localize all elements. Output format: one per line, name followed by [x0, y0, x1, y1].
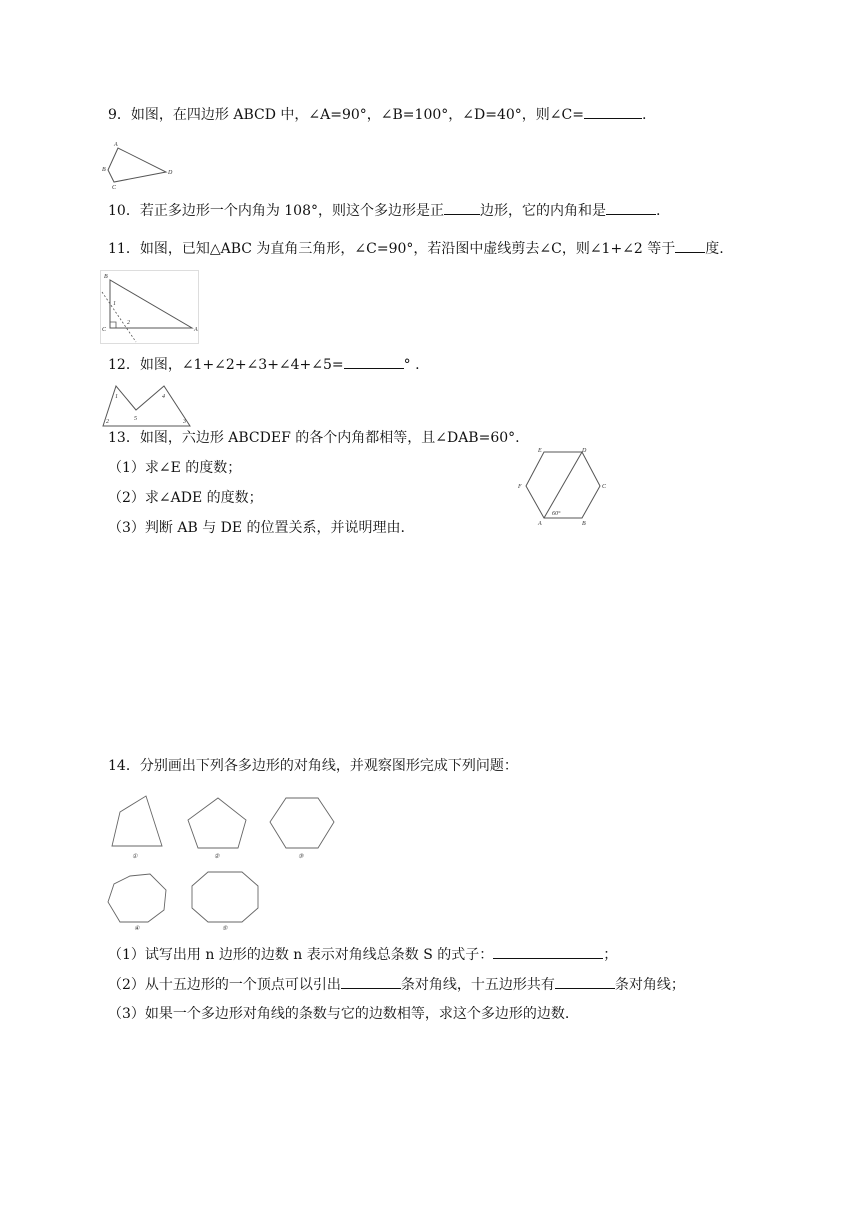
- q11-answer-blank[interactable]: [675, 238, 705, 253]
- question-14-part-2: [108, 974, 685, 995]
- q12-label-2: 2: [106, 419, 109, 425]
- q12-text: 12．如图，∠1+∠2+∠3+∠4+∠5=: [108, 357, 344, 373]
- q14-part-2-text-a: （2）从十五边形的一个顶点可以引出: [108, 977, 341, 993]
- q14-polygon-figures: [100, 790, 340, 930]
- q9-label-b: B: [102, 167, 106, 173]
- q14-caption-2: ②: [214, 854, 220, 860]
- q12-end: ° .: [403, 357, 420, 373]
- question-14-part-3: （3）如果一个多边形对角线的条数与它的边数相等，求这个多边形的边数.: [108, 1006, 570, 1022]
- q14-part-2-text-b: 条对角线，十五边形共有: [400, 977, 555, 993]
- q12-label-3: 3: [183, 419, 186, 425]
- q10-text-2: 边形，它的内角和是: [480, 203, 606, 219]
- q10-blank-2[interactable]: [606, 200, 656, 215]
- q13-label-f: F: [518, 484, 522, 490]
- q13-label-c: C: [602, 484, 607, 490]
- q11-text: 11．如图，已知△ABC 为直角三角形，∠C=90°，若沿图中虚线剪去∠C，则∠1+∠2 等于: [108, 241, 676, 257]
- q9-text: 9．如图，在四边形 ABCD 中，∠A=90°，∠B=100°，∠D=40°，则∠C=: [108, 107, 584, 123]
- q14-caption-5: ⑤: [222, 926, 228, 930]
- question-14-title: 14．分别画出下列各多边形的对角线，并观察图形完成下列问题：: [108, 758, 518, 774]
- q9-label-c: C: [112, 185, 117, 190]
- q14-part-2-blank-1[interactable]: [341, 974, 401, 989]
- question-14-part-1: [108, 944, 617, 965]
- q11-end: 度.: [705, 241, 724, 257]
- q12-polygon-figure: [100, 380, 194, 430]
- q9-end: .: [641, 107, 647, 123]
- q14-heptagon: [108, 874, 166, 922]
- q9-quadrilateral-figure: [100, 138, 175, 190]
- question-13-part-2: （2）求∠ADE 的度数；: [108, 490, 263, 506]
- q14-part-1-end: ；: [603, 947, 618, 963]
- q12-label-5: 5: [134, 416, 137, 422]
- q14-hexagon: [270, 798, 334, 848]
- q14-part-2-text-c: 条对角线；: [614, 977, 685, 993]
- question-12: [108, 354, 420, 375]
- q13-angle-label: 60°: [552, 511, 561, 517]
- question-9: [108, 104, 646, 125]
- q11-label-a: A: [194, 327, 198, 333]
- q13-label-a: A: [538, 521, 542, 527]
- q12-answer-blank[interactable]: [344, 354, 404, 369]
- q14-caption-4: ④: [134, 926, 140, 930]
- q11-triangle-figure: [100, 270, 200, 344]
- q9-label-a: A: [114, 142, 118, 148]
- question-11: [108, 238, 724, 259]
- question-13-part-1: （1）求∠E 的度数；: [108, 460, 242, 476]
- q14-caption-1: ①: [132, 854, 138, 860]
- q14-part-2-blank-2[interactable]: [555, 974, 615, 989]
- q13-hexagon-figure: [514, 444, 610, 528]
- q14-part-1-blank[interactable]: [493, 944, 603, 959]
- question-13-part-3: （3）判断 AB 与 DE 的位置关系，并说明理由.: [108, 520, 405, 536]
- q13-label-d: D: [582, 448, 587, 454]
- q14-part-1-text: （1）试写出用 n 边形的边数 n 表示对角线总条数 S 的式子：: [108, 947, 494, 963]
- q9-label-d: D: [168, 170, 173, 176]
- q10-blank-1[interactable]: [444, 200, 480, 215]
- q11-label-2: 2: [127, 320, 130, 326]
- q14-octagon: [192, 872, 258, 922]
- q14-pentagon: [188, 798, 246, 848]
- question-10: [108, 200, 660, 221]
- q9-answer-blank[interactable]: [584, 104, 642, 119]
- q10-end: .: [656, 203, 661, 219]
- q11-label-b: B: [104, 274, 108, 280]
- q12-label-1: 1: [115, 394, 118, 400]
- q13-label-e: E: [538, 448, 542, 454]
- q14-quadrilateral: [112, 796, 162, 846]
- q12-label-4: 4: [162, 394, 165, 400]
- q11-label-c: C: [102, 327, 107, 333]
- question-13-title: 13．如图，六边形 ABCDEF 的各个内角都相等，且∠DAB=60°.: [108, 430, 520, 446]
- q13-label-b: B: [582, 521, 586, 527]
- q10-text-1: 10．若正多边形一个内角为 108°，则这个多边形是正: [108, 203, 444, 219]
- q11-label-1: 1: [113, 301, 116, 307]
- q14-caption-3: ③: [298, 854, 304, 860]
